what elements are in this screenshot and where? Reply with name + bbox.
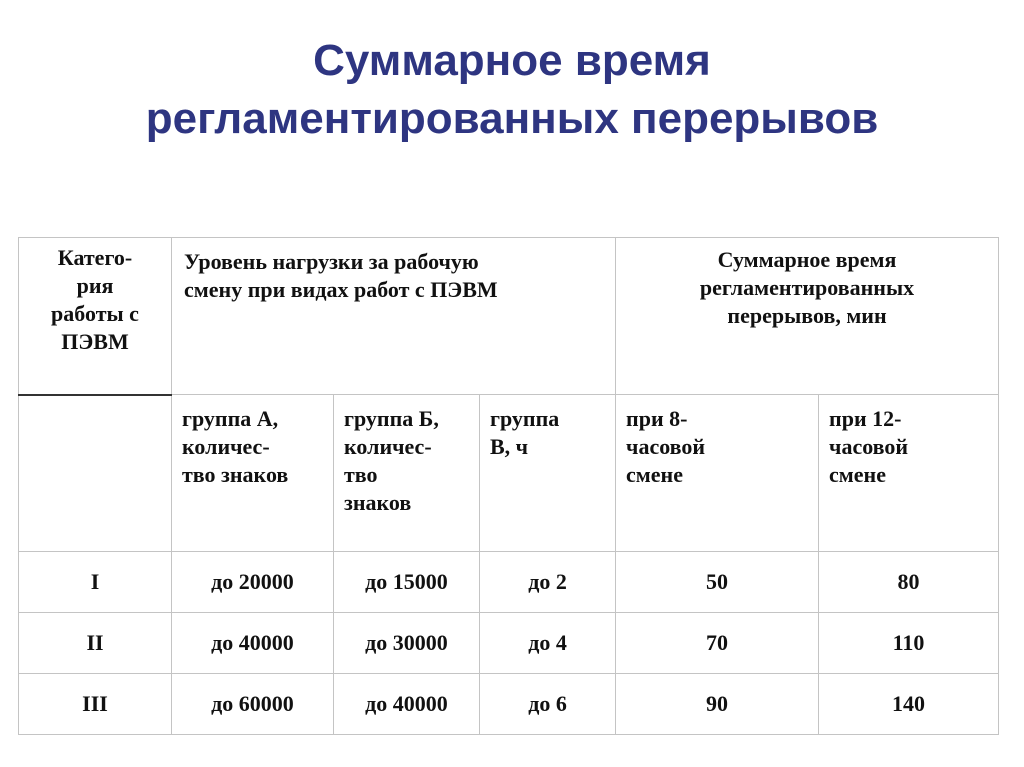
header-total-breaks: Суммарное время регламентированных перерывов, мин <box>616 238 999 395</box>
cell-category: II <box>19 613 172 674</box>
cell-group-v: до 2 <box>480 552 616 613</box>
table-row <box>19 613 999 674</box>
slide-title-line-2: регламентированных перерывов <box>145 94 879 143</box>
cell-group-a: до 40000 <box>172 613 334 674</box>
cell-group-b: до 15000 <box>334 552 480 613</box>
breaks-table <box>18 237 999 735</box>
subheader-group-v: группа В, ч <box>480 395 616 552</box>
slide-title-line-1: Суммарное время <box>313 36 711 85</box>
header-load-level: Уровень нагрузки за рабочую смену при видах работ с ПЭВМ <box>172 238 616 395</box>
cell-group-b: до 30000 <box>334 613 480 674</box>
cell-category: III <box>19 674 172 735</box>
cell-shift-12: 80 <box>819 552 999 613</box>
slide-title <box>0 32 1024 148</box>
cell-shift-8: 90 <box>616 674 819 735</box>
table-row <box>19 674 999 735</box>
subheader-group-b: группа Б, количес- тво знаков <box>334 395 480 552</box>
cell-group-v: до 4 <box>480 613 616 674</box>
subheader-group-a: группа А, количес- тво знаков <box>172 395 334 552</box>
cell-shift-12: 140 <box>819 674 999 735</box>
subheader-empty-cell <box>19 395 172 552</box>
cell-shift-8: 50 <box>616 552 819 613</box>
table-header-row <box>19 238 999 395</box>
cell-shift-12: 110 <box>819 613 999 674</box>
cell-group-b: до 40000 <box>334 674 480 735</box>
cell-category: I <box>19 552 172 613</box>
table-row <box>19 552 999 613</box>
cell-group-v: до 6 <box>480 674 616 735</box>
subheader-shift-8: при 8- часовой смене <box>616 395 819 552</box>
cell-group-a: до 60000 <box>172 674 334 735</box>
table-subheader-row <box>19 395 999 552</box>
cell-shift-8: 70 <box>616 613 819 674</box>
header-category: Катего- рия работы с ПЭВМ <box>19 238 172 395</box>
cell-group-a: до 20000 <box>172 552 334 613</box>
subheader-shift-12: при 12- часовой смене <box>819 395 999 552</box>
